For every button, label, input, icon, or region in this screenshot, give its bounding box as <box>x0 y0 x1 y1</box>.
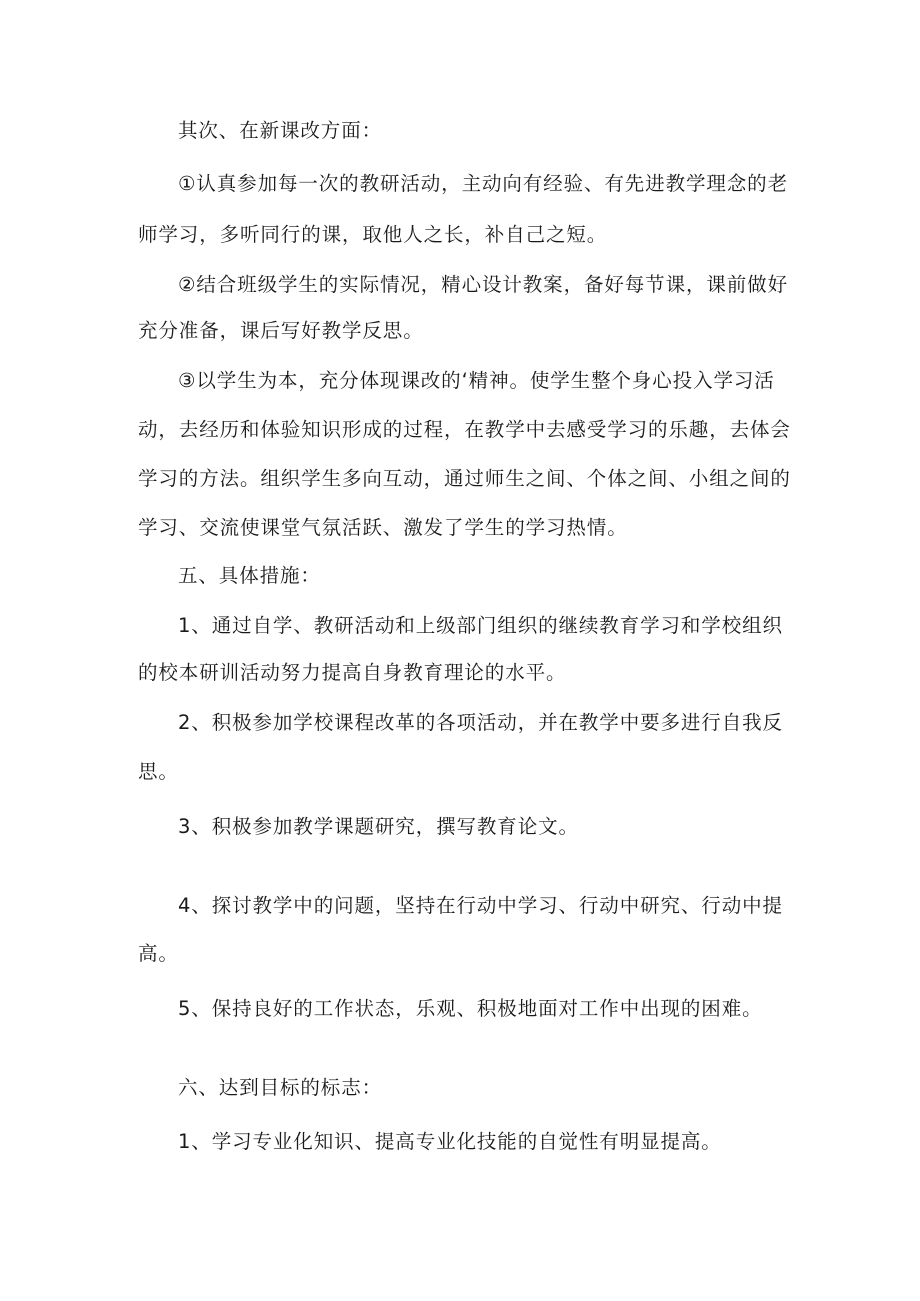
paragraph-line: 思。 <box>138 760 179 783</box>
paragraph-line: 的校本研训活动努力提高自身教育理论的水平。 <box>138 661 567 684</box>
section-heading-goals: 六、达到目标的标志： <box>178 1076 383 1099</box>
paragraph-line: ①认真参加每一次的教研活动，主动向有经验、有先进教学理念的老 <box>178 172 788 195</box>
paragraph-line: 1、通过自学、教研活动和上级部门组织的继续教育学习和学校组织 <box>178 614 783 637</box>
paragraph-line: 3、积极参加教学课题研究，撰写教育论文。 <box>178 815 579 838</box>
paragraph-line: ③以学生为本，充分体现课改的‘精神。使学生整个身心投入学习活 <box>178 369 775 392</box>
paragraph-line: 5、保持良好的工作状态，乐观、积极地面对工作中出现的困难。 <box>178 997 763 1020</box>
paragraph-line: 学习的方法。组织学生多向互动，通过师生之间、个体之间、小组之间的 <box>138 467 791 490</box>
paragraph-line: 高。 <box>138 942 179 965</box>
paragraph-line: 学习、交流使课堂气氛活跃、激发了学生的学习热情。 <box>138 516 628 539</box>
paragraph-line: 2、积极参加学校课程改革的各项活动，并在教学中要多进行自我反 <box>178 711 783 734</box>
paragraph-line: ②结合班级学生的实际情况，精心设计教案，备好每节课，课前做好 <box>178 273 788 296</box>
section-heading-new-curriculum: 其次、在新课改方面： <box>178 119 383 142</box>
section-heading-measures: 五、具体措施： <box>178 564 321 587</box>
paragraph-line: 充分准备，课后写好教学反思。 <box>138 319 424 342</box>
paragraph-line: 1、学习专业化知识、提高专业化技能的自觉性有明显提高。 <box>178 1130 722 1153</box>
paragraph-line: 动，去经历和体验知识形成的过程，在教学中去感受学习的乐趣，去体会 <box>138 418 791 441</box>
paragraph-line: 师学习，多听同行的课，取他人之长，补自己之短。 <box>138 223 608 246</box>
paragraph-line: 4、探讨教学中的问题，坚持在行动中学习、行动中研究、行动中提 <box>178 894 783 917</box>
